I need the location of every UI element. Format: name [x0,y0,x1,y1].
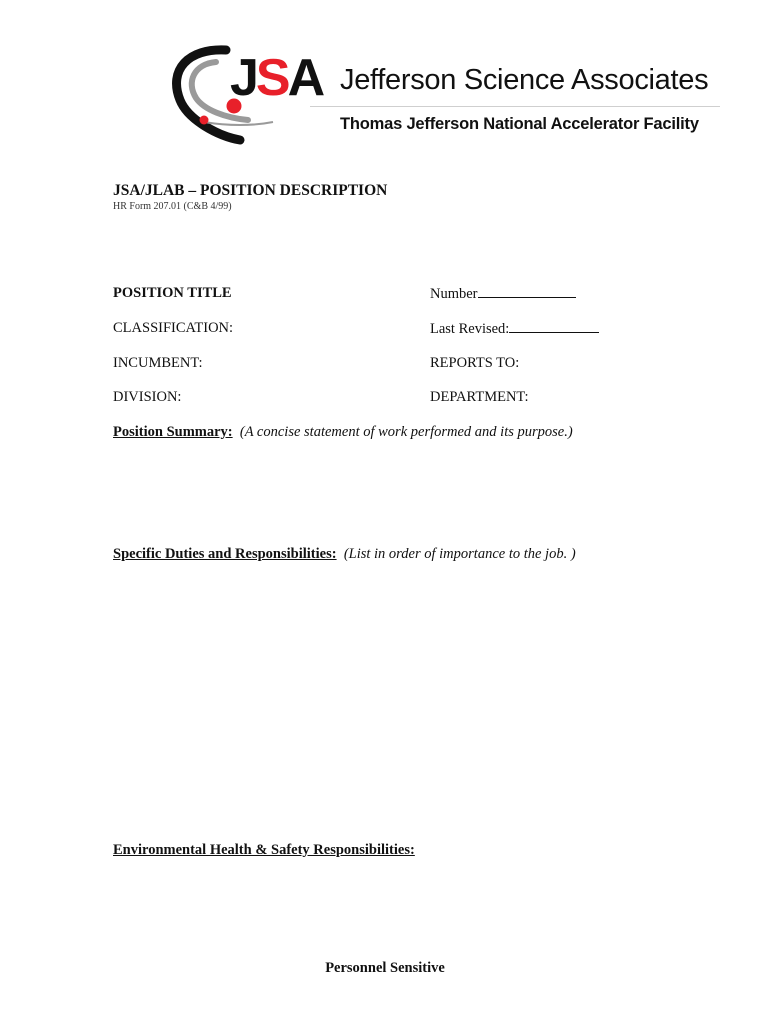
number-field[interactable] [430,285,576,303]
last-revised-blank[interactable] [509,320,599,333]
division-label: DIVISION: [113,389,182,405]
specific-duties-hint: (List in order of importance to the job. ) [343,546,576,562]
specific-duties-heading: Specific Duties and Responsibilities: [113,546,337,562]
position-title-label: POSITION TITLE [113,285,232,301]
reports-to-label: REPORTS TO: [430,355,520,371]
last-revised-label: Last Revised: [430,321,510,337]
form-id: HR Form 207.01 (C&B 4/99) [113,201,232,212]
ehs-heading: Environmental Health & Safety Responsibilities: [113,842,415,858]
position-summary-section [113,424,573,441]
number-blank[interactable] [478,285,576,298]
org-name: Jefferson Science Associates [340,64,709,96]
incumbent-label: INCUMBENT: [113,355,203,371]
logo-orbit-line [204,122,273,125]
specific-duties-section [113,546,576,563]
position-summary-heading: Position Summary: [113,424,233,440]
logo-dot-small [200,116,209,125]
last-revised-field[interactable] [430,320,599,338]
svg-text:JSA: JSA [230,49,323,107]
personnel-sensitive-footer: Personnel Sensitive [325,960,445,976]
number-label: Number [430,286,478,302]
department-label: DEPARTMENT: [430,389,529,405]
position-summary-hint: (A concise statement of work performed and its purpose.) [239,424,573,440]
classification-label: CLASSIFICATION: [113,320,234,336]
ehs-section [113,842,415,859]
document-title: JSA/JLAB – POSITION DESCRIPTION [113,182,388,199]
facility-name: Thomas Jefferson National Accelerator Facility [340,115,699,133]
header-divider [310,106,720,107]
jsa-logo [168,40,323,148]
